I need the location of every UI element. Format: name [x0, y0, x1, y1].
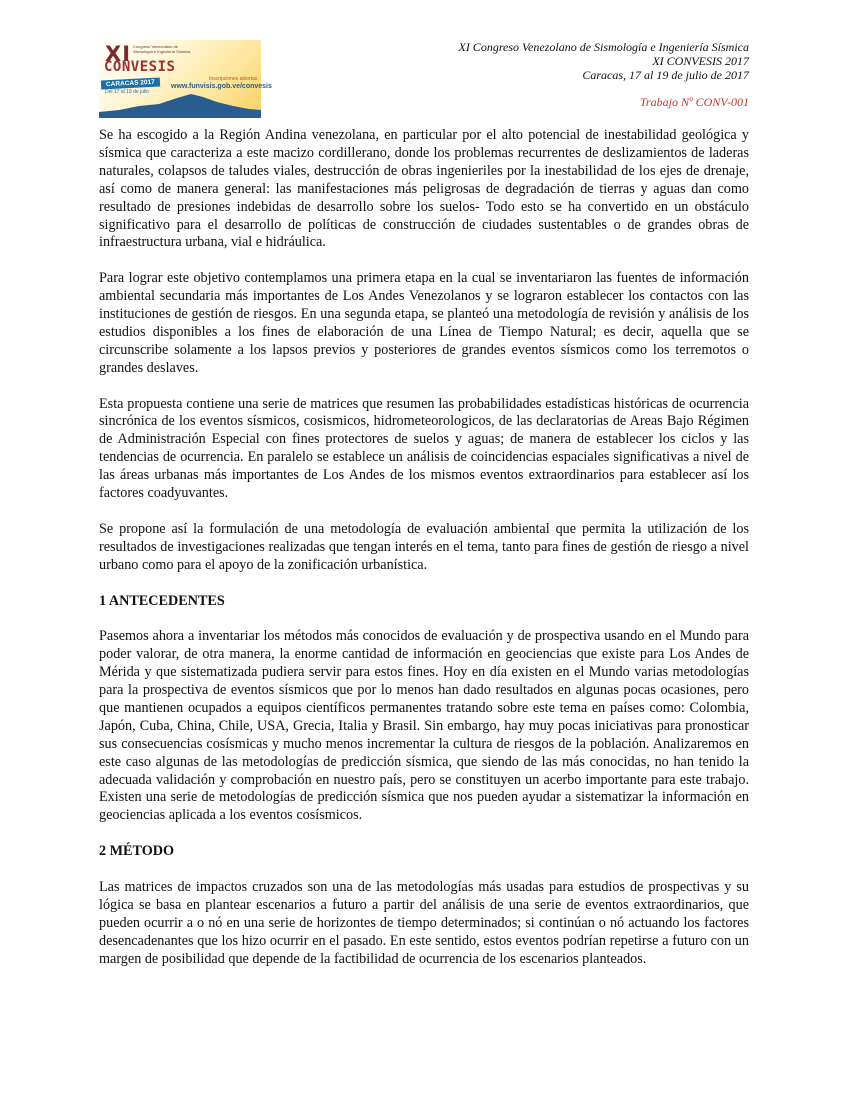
section-1-paragraph: Pasemos ahora a inventariar los métodos más conocidos de evaluación y de prospectiva usando en el Mundo para poder valorar, de otra manera, la enorme cantidad de información en geociencias que existe para Los Andes de Mérida y que sistematizada pudiera servir para estos fines. Hoy en día existen en el Mundo varias metodologías para la prospectiva de eventos sísmicos que por lo menos han dado resultados en algunas pocas ocasiones, pero que mantienen ocupados a equipos científicos permanentes tratando sobre este tema en países como: Colombia, Japón, Cuba, China, Chile, USA, Grecia, Italia y Brasil. Sin embargo, hay muy pocas iniciativas para pronosticar sus consecuencias cosísmicas y mucho menos incrementar la cultura de riesgos de la población. Analizaremos en este caso algunas de las metodologías de predicción sísmica, que siendo de las más conocidas, no han tenido la adecuada validación y comprobación en nuestro país, pero se constituyen un acerbo importante para este trabajo. Existen una serie de metodologías de predicción sísmica que nos pueden ayudar a sistematizar la información en geociencias aplicada a los eventos cosísmicos. — [99, 628, 749, 824]
section-2-paragraph: Las matrices de impactos cruzados son una de las metodologías más usadas para estudios de prospectivas y su lógica se basa en plantear escenarios a futuro a partir del análisis de una serie de eventos extraordinarios, que pueden ocurrir a o nó en una serie de horizontes de tiempo determinados; si continúan o nó actuando los factores desencadenantes que los hizo ocurrir en el pasado. En este sentido, estos eventos podrían repetirse a futuro con un margen de posibilidad que depende de la factibilidad de ocurrencia de los escenarios planteados. — [99, 878, 749, 967]
logo-small-caption: Congreso Venezolano de Sismología e Ingeniería Sísmica — [133, 44, 191, 54]
logo-roman-numeral: XI — [105, 42, 132, 66]
document-body — [99, 127, 749, 986]
logo-url: www.funvisis.gob.ve/convesis — [171, 83, 272, 90]
paragraph-3: Esta propuesta contiene una serie de matrices que resumen las probabilidades estadísticas históricas de ocurrencia sincrónica de los eventos sísmicos, cosismicos, hidrometeorologicos, de las declaratorias de Areas Bajo Régimen de Administración Especial con fines protectores de suelos y aguas; de manera de establecer los ciclos y las tendencias de ocurrencia. En paralelo se establece un análisis de coincidencias espaciales significativas a nivel de las áreas urbanas más importantes de Los Andes de los mismos eventos extraordinarios para establecer así los factores coadyuvantes. — [99, 395, 749, 502]
logo-registration: Inscripciones abiertas — [209, 76, 258, 82]
section-heading-antecedentes: 1 ANTECEDENTES — [99, 592, 225, 609]
paragraph-1: Se ha escogido a la Región Andina venezolana, en particular por el alto potencial de inestabilidad geológica y sísmica que caracteriza a este macizo cordillerano, donde los problemas recurrentes de deslizamientos de laderas naturales, colapsos de taludes viales, destrucción de obras ingenieriles por la inestabilidad de los ejes de drenaje, así como de manera general: las manifestaciones más peligrosas de degradación de tierras y aguas dan como resultado de presiones indebidas de desarrollo sobre los suelos- Todo esto se ha convertido en un obstáculo significativo para el desarrollo de políticas de construcción de ciudades sustentables o de grandes obras de infraestructura urbana, vial e hidráulica. — [99, 127, 749, 251]
congress-logo — [99, 40, 272, 118]
header-location-date: Caracas, 17 al 19 de julio de 2017 — [582, 68, 749, 82]
logo-name: CONVESIS — [104, 59, 176, 75]
header-congress-name: XI Congreso Venezolano de Sismología e Ingeniería Sísmica — [458, 40, 749, 54]
header-edition: XI CONVESIS 2017 — [652, 54, 749, 68]
section-heading-metodo: 2 MÉTODO — [99, 843, 175, 860]
logo-dates: Del 17 al 19 de julio — [105, 89, 149, 95]
paragraph-4: Se propone así la formulación de una metodología de evaluación ambiental que permita la utilización de los resultados de investigaciones realizadas que tengan interés en el tema, tanto para fines de gestión de riesgo a nivel urbano como para el apoyo de la zonificación urbanística. — [99, 520, 749, 573]
header-paper-id: Trabajo Nº CONV-001 — [639, 95, 749, 109]
paragraph-2: Para lograr este objetivo contemplamos una primera etapa en la cual se inventariaron las fuentes de información ambiental secundaria más importantes de Los Andes Venezolanos y se lograron establecer los contactos con las instituciones de gestión de riesgos. En una segunda etapa, se planteó una metodología de revisión y análisis de los estudios disponibles a los fines de elaboración de una Línea de Tiempo Natural; es decir, aquella que se circunscribe solamente a los lapsos previos y posteriores de grandes eventos sísmicos como los terremotos o grandes deslaves. — [99, 270, 749, 376]
logo-badge: CARACAS 2017 — [101, 77, 160, 89]
